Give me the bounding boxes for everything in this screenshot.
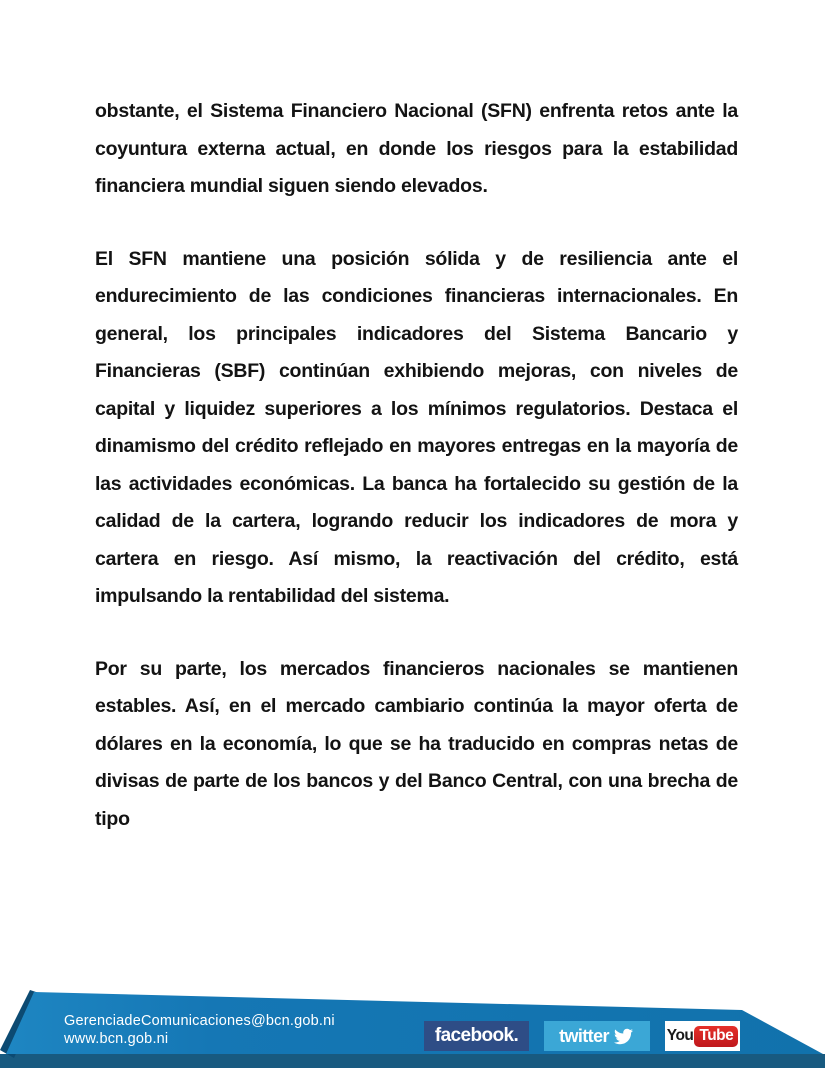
social-badges — [424, 1021, 740, 1051]
document-body — [95, 93, 738, 873]
paragraph-3: Por su parte, los mercados financieros nacionales se mantienen estables. Así, en el mercado cambiario continúa la mayor oferta de dólares en la economía, lo que se ha traducido en compras netas de divisas de parte de los bancos y del Banco Central, con una brecha de tipo — [95, 657, 738, 830]
page-footer — [0, 980, 825, 1068]
footer-email: GerenciadeComunicaciones@bcn.gob.ni — [64, 1013, 335, 1029]
twitter-logo-text: twitter — [559, 1025, 609, 1046]
paragraph-2: El SFN mantiene una posición sólida y de resiliencia ante el endurecimiento de las condiciones financieras internacionales. En general, los principales indicadores del Sistema Bancario y Financieras (SBF) continúan exhibiendo mejoras, con niveles de capital y liquidez superiores a los mínimos regulatorios. Destaca el dinamismo del crédito reflejado en mayores entregas en la mayoría de las actividades económicas. La banca ha fortalecido su gestión de la calidad de la cartera, logrando reducir los indicadores de mora y cartera en riesgo. Así mismo, la reactivación del crédito, está impulsando la rentabilidad del sistema. — [95, 247, 738, 607]
twitter-bird-icon — [612, 1027, 635, 1046]
paragraph-1: obstante, el Sistema Financiero Nacional (SFN) enfrenta retos ante la coyuntura externa actual, en donde los riesgos para la estabilidad financiera mundial siguen siendo elevados. — [95, 100, 738, 197]
footer-contact-block — [64, 1013, 335, 1048]
twitter-badge[interactable] — [544, 1021, 650, 1051]
facebook-badge[interactable] — [424, 1021, 529, 1051]
footer-bottom-stripe — [0, 1054, 825, 1068]
facebook-logo-text: facebook. — [434, 1025, 519, 1046]
youtube-badge[interactable] — [665, 1021, 740, 1051]
youtube-logo-you: You — [666, 1027, 694, 1044]
footer-website: www.bcn.gob.ni — [64, 1030, 169, 1047]
youtube-logo-tube: Tube — [694, 1026, 738, 1047]
